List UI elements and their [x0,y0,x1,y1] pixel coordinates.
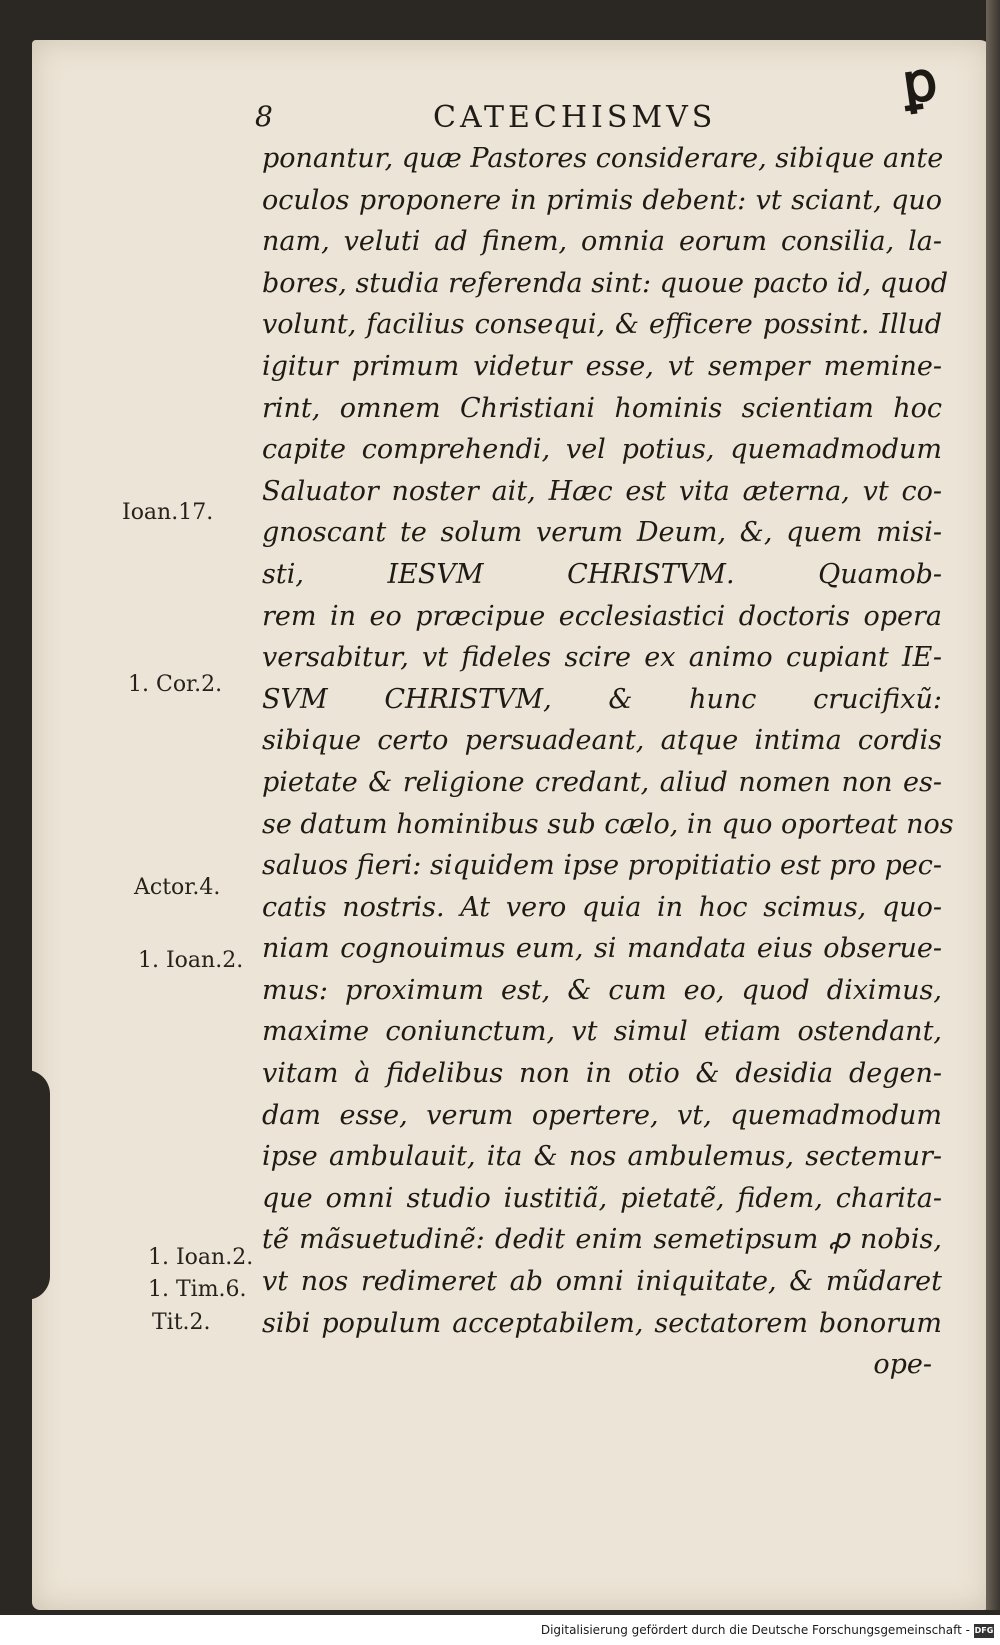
text-line: gnoscant te solum verum Deum, &, quem misi- [262,517,942,549]
margin-note-actor-4: Actor.4. [134,875,221,900]
text-line: ponantur, quæ Pastores considerare, sibique ante [262,143,944,174]
margin-note-cor-2: 1. Cor.2. [128,672,223,697]
text-line: Saluator noster ait, Hæc est vita æterna, vt co- [262,475,942,507]
corner-mark: ꝑ [898,47,941,116]
text-line: saluos fieri: siquidem ipse propitiatio est pro pec- [262,850,942,882]
text-line: dam esse, verum opertere, vt, quemadmodum [262,1099,942,1131]
footer-bar [0,1615,1000,1645]
text-line: volunt, facilius consequi, & efficere possint. Illud [262,309,942,341]
catchword: ope- [873,1349,932,1381]
body-text [262,138,954,1386]
text-line: vt nos redimeret ab omni iniquitate, & mũdaret [262,1266,942,1298]
dfg-logo-icon: DFG [974,1624,994,1638]
text-line: sibi populum acceptabilem, sectatorem bonorum [262,1307,942,1339]
text-line: pietate & religione credant, aliud nomen non es- [262,766,942,798]
margin-note-ioan-2: 1. Ioan.2. [138,948,244,973]
text-line: ipse ambulauit, ita & nos ambulemus, sectemur- [262,1141,942,1173]
text-line: se datum hominibus sub cælo, in quo oporteat nos [262,808,954,840]
text-line: niam cognouimus eum, si mandata eius obserue- [262,933,942,965]
text-line: nam, veluti ad finem, omnia eorum consilia, la- [262,226,942,258]
footer-credit: Digitalisierung gefördert durch die Deutsche Forschungsgemeinschaft - [540,1623,970,1637]
text-line: rint, omnem Christiani hominis scientiam hoc [262,392,942,424]
text-line: tẽ mãsuetudinẽ: dedit enim semetipsum ꝓ nobis, [262,1224,942,1256]
text-line: maxime coniunctum, vt simul etiam ostendant, [262,1016,942,1048]
margin-note-ioan-17: Ioan.17. [122,500,214,525]
text-line: capite comprehendi, vel potius, quemadmodum [262,434,942,466]
page-header [255,100,895,140]
text-line: versabitur, vt fideles scire ex animo cupiant IE- [262,642,942,674]
margin-note-tit-2: Tit.2. [152,1310,211,1335]
page-edge [986,0,1000,1610]
text-line: bores, studia referenda sint: quoue pacto id, quod [262,267,949,299]
margin-note-ioan-2b: 1. Ioan.2. [148,1245,254,1270]
text-line: SVM CHRISTVM, & hunc crucifixũ: [262,683,942,715]
text-line: rem in eo præcipue ecclesiastici doctoris opera [262,600,942,632]
text-line: mus: proximum est, & cum eo, quod diximus, [262,974,942,1006]
margin-note-tim-6: 1. Tim.6. [148,1277,247,1302]
running-title: CATECHISMVS [433,100,717,135]
text-line: sti, IESVM CHRISTVM. Quamob- [262,558,942,590]
text-line: sibique certo persuadeant, atque intima cordis [262,725,942,757]
text-line: oculos proponere in primis debent: vt sciant, quo [262,184,942,216]
text-line: vitam à fidelibus non in otio & desidia degen- [262,1058,942,1090]
text-line: catis nostris. At vero quia in hoc scimus, quo- [262,891,942,923]
page-number: 8 [255,100,273,133]
text-line: que omni studio iustitiã, pietatẽ, fidem, charita- [262,1182,942,1214]
text-line: igitur primum videtur esse, vt semper memine- [262,350,942,382]
